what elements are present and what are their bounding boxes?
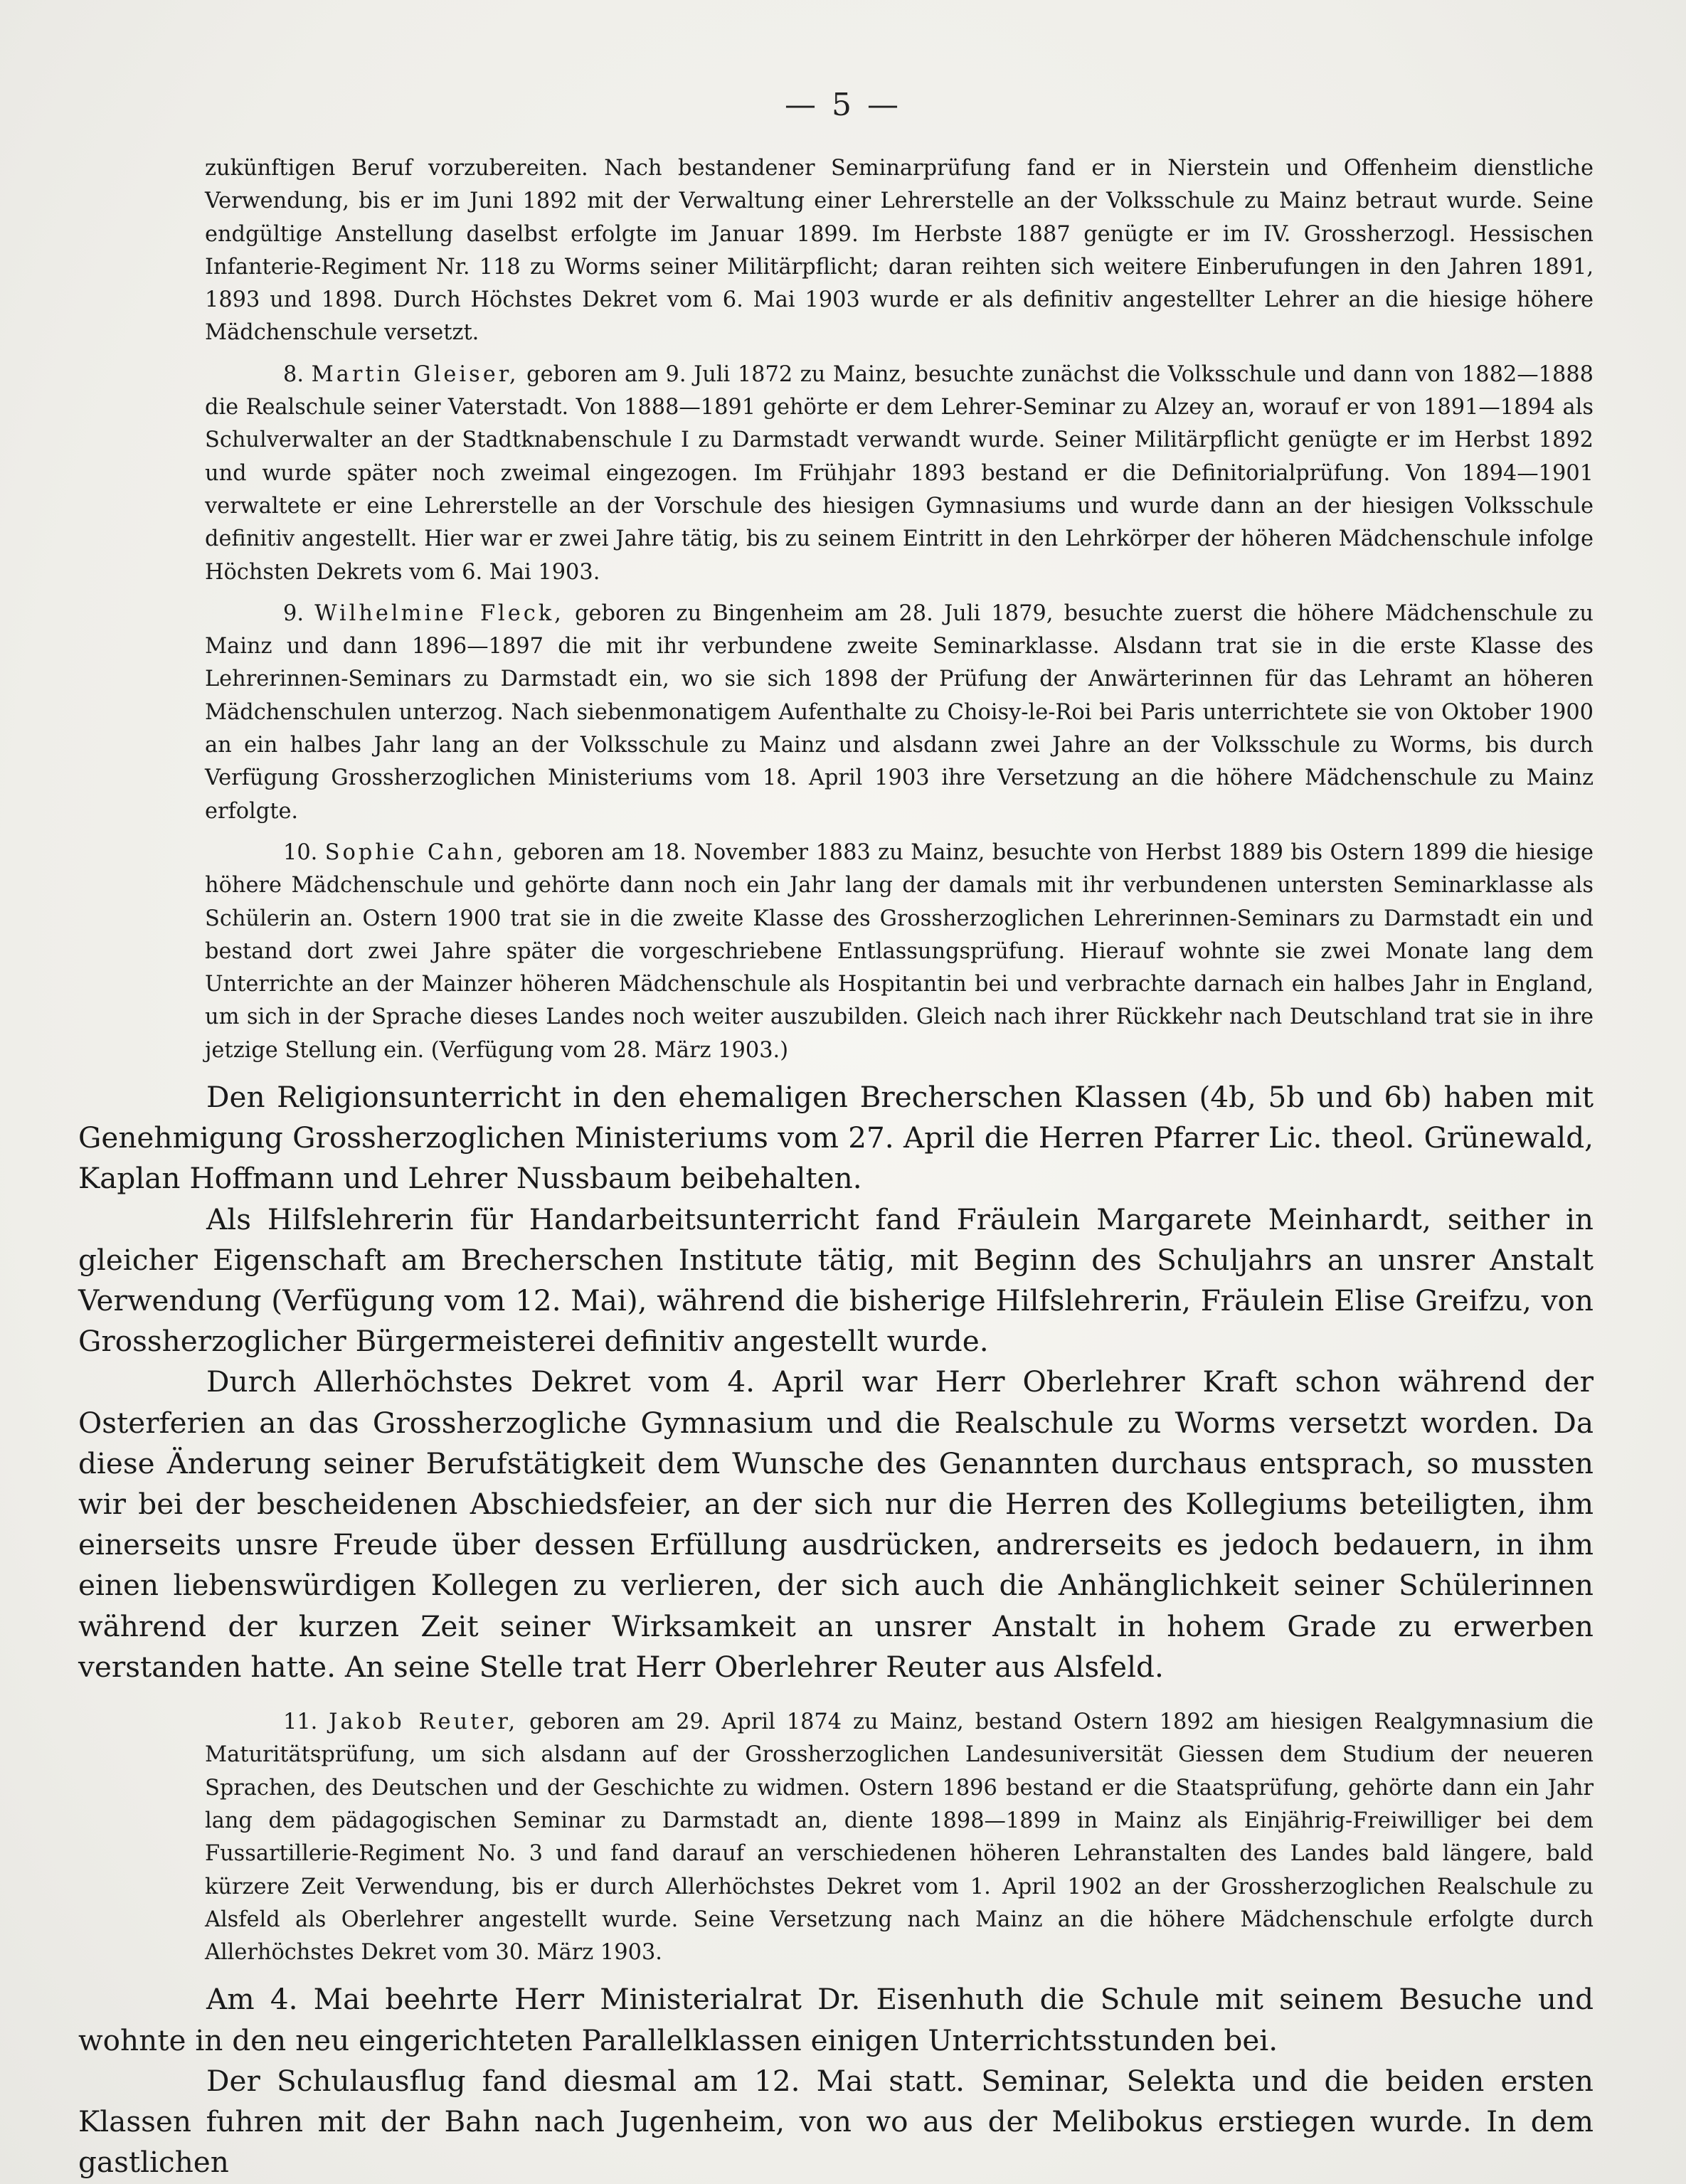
biography-block-2 xyxy=(205,1706,1594,1969)
biography-block-1 xyxy=(205,152,1594,1067)
paragraph-schulausflug: Der Schulausflug fand diesmal am 12. Mai statt. Seminar, Selekta und die beiden ersten Klassen fuhren mit der Bahn nach Jugenheim, von wo aus der Melibokus erstiegen wurde. In dem gastlichen xyxy=(78,2063,1594,2180)
entry-number: 10. xyxy=(283,839,318,865)
entry-number: 11. xyxy=(283,1709,318,1735)
paragraph-eisenhuth: Am 4. Mai beehrte Herr Ministerialrat Dr. Eisenhuth die Schule mit seinem Besuche und wohnte in den neu eingerichteten Parallelklassen einigen Unterrichtsstunden bei. xyxy=(78,1982,1594,2057)
paragraph-kraft: Durch Allerhöchstes Dekret vom 4. April war Herr Oberlehrer Kraft schon während der Osterferien an das Grossherzogliche Gymnasium und die Realschule zu Worms versetzt worden. Da diese Änderung seiner Berufstätigkeit dem Wunsche des Genannten durchaus entsprach, so mussten wir bei der bescheidenen Abschiedsfeier, an der sich nur die Herren des Kollegiums beteiligten, ihm einerseits unsre Freude über dessen Erfüllung ausdrücken, andrerseits es jedoch bedauern, in ihm einen liebenswürdigen Kollegen zu verlieren, der sich auch die Anhänglichkeit seiner Schülerinnen während der kurzen Zeit seiner Wirksamkeit an unsrer Anstalt in hohem Grade zu erwerben verstanden hatte. An seine Stelle trat Herr Oberlehrer Reuter aus Alsfeld. xyxy=(78,1364,1594,1684)
person-name: Martin Gleiser, xyxy=(311,361,519,387)
biography-fleck xyxy=(205,598,1594,828)
main-text-block-2 xyxy=(78,1979,1594,2183)
biography-reuter xyxy=(205,1706,1594,1969)
person-name: Sophie Cahn, xyxy=(324,839,507,865)
biography-gleiser xyxy=(205,359,1594,589)
page-content xyxy=(78,152,1594,2183)
entry-number: 9. xyxy=(283,600,304,626)
biography-text: geboren zu Bingenheim am 28. Juli 1879, besuchte zuerst die höhere Mädchenschule zu Mainz und dann 1896—1897 die mit ihr verbundene zweite Seminarklasse. Alsdann trat sie in die erste Klasse des Lehrerinnen-Seminars zu Darmstadt ein, wo sie sich 1898 der Prüfung der Anwärterinnen für das Lehramt an höheren Mädchenschulen unterzog. Nach siebenmonatigem Aufenthalte zu Choisy-le-Roi bei Paris unterrichtete sie von Oktober 1900 an ein halbes Jahr lang an der Volksschule zu Mainz und alsdann zwei Jahre an der Volksschule zu Worms, bis durch Verfügung Grossherzoglichen Ministeriums vom 18. April 1903 ihre Versetzung an die höhere Mädchenschule zu Mainz erfolgte. xyxy=(205,600,1594,824)
biography-text: geboren am 29. April 1874 zu Mainz, bestand Ostern 1892 am hiesigen Realgymnasium die Maturitätsprüfung, um sich alsdann auf der Grossherzoglichen Landesuniversität Giessen dem Studium der neueren Sprachen, des Deutschen und der Geschichte zu widmen. Ostern 1896 bestand er die Staatsprüfung, gehörte dann ein Jahr lang dem pädagogischen Seminar zu Darmstadt an, diente 1898—1899 in Mainz als Einjährig-Freiwilliger bei dem Fussartillerie-Regiment No. 3 und fand darauf an verschiedenen höheren Lehranstalten des Landes bald längere, bald kürzere Zeit Verwendung, bis er durch Allerhöchstes Dekret vom 1. April 1902 an der Grossherzoglichen Realschule zu Alsfeld als Oberlehrer angestellt wurde. Seine Versetzung nach Mainz an die höhere Mädchenschule erfolgte durch Allerhöchstes Dekret vom 30. März 1903. xyxy=(205,1709,1594,1966)
paragraph-religionsunterricht: Den Religionsunterricht in den ehemaligen Brecherschen Klassen (4b, 5b und 6b) haben mit Genehmigung Grossherzoglichen Ministeriums vom 27. April die Herren Pfarrer Lic. theol. Grünewald, Kaplan Hoffmann und Lehrer Nussbaum beibehalten. xyxy=(78,1080,1594,1196)
person-name: Jakob Reuter, xyxy=(329,1709,519,1735)
biography-cahn xyxy=(205,837,1594,1067)
main-text-block-1 xyxy=(78,1077,1594,1687)
biography-text: geboren am 9. Juli 1872 zu Mainz, besuchte zunächst die Volksschule und dann von 1882—1888 die Realschule seiner Vaterstadt. Von 1888—1891 gehörte er dem Lehrer-Seminar zu Alzey an, worauf er von 1891—1894 als Schulverwalter an der Stadtknabenschule I zu Darmstadt verwandt wurde. Seiner Militärpflicht genügte er im Herbst 1892 und wurde später noch zweimal eingezogen. Im Frühjahr 1893 bestand er die Definitorialprüfung. Von 1894—1901 verwaltete er eine Lehrerstelle an der Vorschule des hiesigen Gymnasiums und wurde dann an der hiesigen Volksschule definitiv angestellt. Hier war er zwei Jahre tätig, bis zu seinem Eintritt in den Lehrkörper der höheren Mädchenschule infolge Höchsten Dekrets vom 6. Mai 1903. xyxy=(205,361,1594,585)
paragraph-continuation: zukünftigen Beruf vorzubereiten. Nach bestandener Seminarprüfung fand er in Nierstein und Offenheim dienstliche Verwendung, bis er im Juni 1892 mit der Verwaltung einer Lehrerstelle an der Volksschule zu Mainz betraut wurde. Seine endgültige Anstellung daselbst erfolgte im Januar 1899. Im Herbste 1887 genügte er im IV. Grossherzogl. Hessischen Infanterie-Regiment Nr. 118 zu Worms seiner Militärpflicht; daran reihten sich weitere Einberufungen in den Jahren 1891, 1893 und 1898. Durch Höchstes Dekret vom 6. Mai 1903 wurde er als definitiv angestellter Lehrer an die hiesige höhere Mädchenschule versetzt. xyxy=(205,156,1594,346)
person-name: Wilhelmine Fleck, xyxy=(314,600,564,626)
biography-text: geboren am 18. November 1883 zu Mainz, besuchte von Herbst 1889 bis Ostern 1899 die hiesige höhere Mädchenschule und gehörte dann noch ein Jahr lang der damals mit ihr verbundenen untersten Seminarklasse als Schülerin an. Ostern 1900 trat sie in die zweite Klasse des Grossherzoglichen Lehrerinnen-Seminars zu Darmstadt ein und bestand dort zwei Jahre später die vorgeschriebene Entlassungsprüfung. Hierauf wohnte sie zwei Monate lang dem Unterrichte an der Mainzer höheren Mädchenschule als Hospitantin bei und verbrachte darnach ein halbes Jahr in England, um sich in der Sprache dieses Landes noch weiter auszubilden. Gleich nach ihrer Rückkehr nach Deutschland trat sie in ihre jetzige Stellung ein. (Verfügung vom 28. März 1903.) xyxy=(205,839,1594,1063)
entry-number: 8. xyxy=(283,361,304,387)
page-number: — 5 — xyxy=(785,87,901,123)
paragraph-hilfslehrerin: Als Hilfslehrerin für Handarbeitsunterricht fand Fräulein Margarete Meinhardt, seither in gleicher Eigenschaft am Brecherschen Institute tätig, mit Beginn des Schuljahrs an unsrer Anstalt Verwendung (Verfügung vom 12. Mai), während die bisherige Hilfslehrerin, Fräulein Elise Greifzu, von Grossherzoglicher Bürgermeisterei definitiv angestellt wurde. xyxy=(78,1202,1594,1359)
